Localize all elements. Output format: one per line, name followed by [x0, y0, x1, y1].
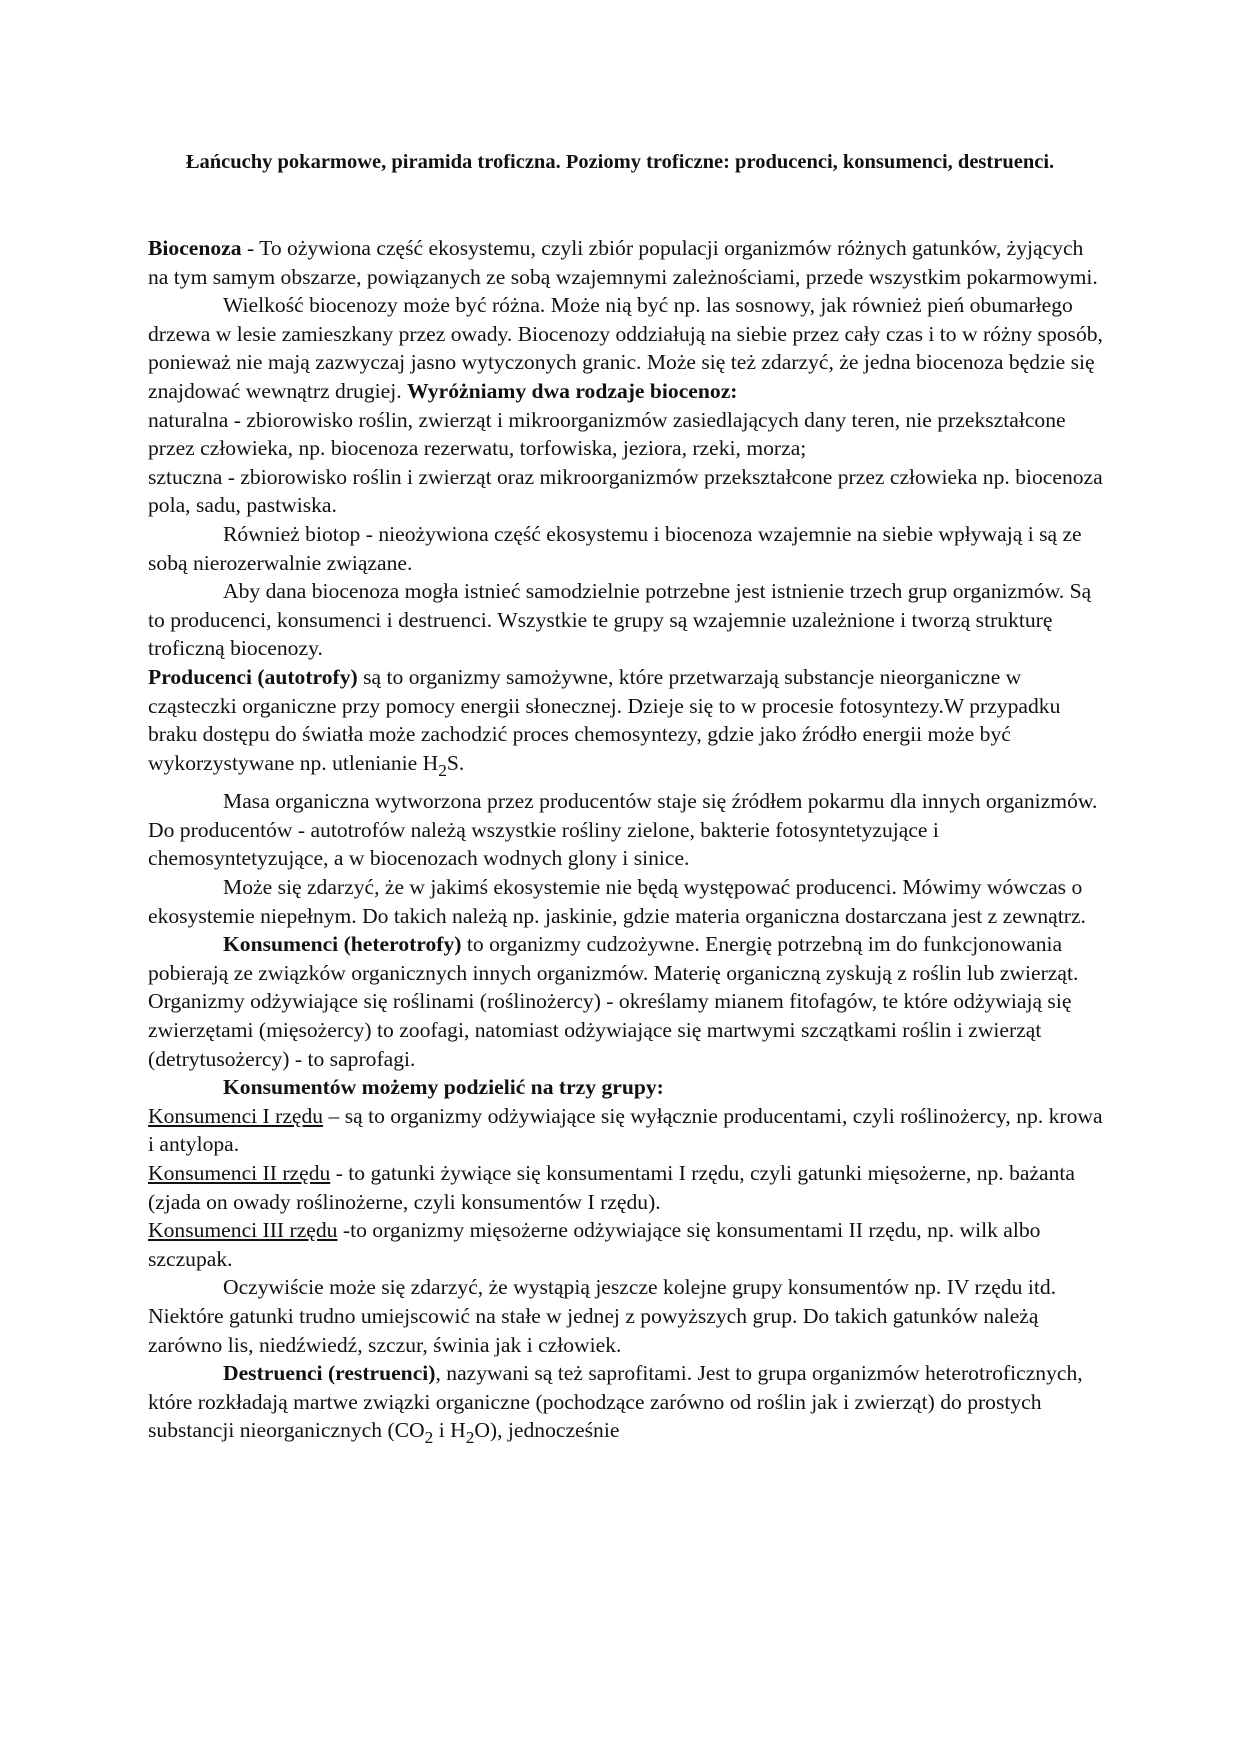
- text-producenci: są to organizmy samożywne, które przetwarzają substancje nieorganiczne w cząsteczki organiczne przy pomocy energii słonecznej. Dzieje się to w procesie fotosyntezy.W przypadku braku dostępu do światła może zachodzić proces chemosyntezy, gdzie jako źródło energii może być wykorzystywane np. utlenianie H: [148, 664, 1061, 775]
- term-konsumenci-1: Konsumenci I rzędu: [148, 1103, 324, 1128]
- term-biocenoza: Biocenoza: [148, 236, 242, 260]
- text-konsumenci: to organizmy cudzożywne. Energię potrzebną im do funkcjonowania pobierają ze związków organicznych innych organizmów. Materię organiczną zyskują z roślin lub zwierząt.: [148, 932, 1079, 985]
- paragraph-biotop: Również biotop - nieożywiona część ekosystemu i biocenoza wzajemnie na siebie wpływają i są ze sobą nierozerwalnie związane.: [148, 521, 1082, 575]
- paragraph-wielkosc: [148, 291, 1108, 405]
- term-konsumenci-3: Konsumenci III rzędu: [148, 1218, 338, 1243]
- subscript-h2s: 2: [438, 760, 447, 780]
- term-konsumenci-2: Konsumenci II rzędu: [148, 1161, 331, 1185]
- paragraph-niepelny: Może się zdarzyć, że w jakimś ekosystemie nie będą występować producenci. Mówimy wówczas o ekosystemie niepełnym. Do takich należą np. jaskinie, gdzie materia organiczna dostarczana jest z zewnątrz.: [148, 875, 1086, 928]
- term-destruenci: Destruenci (restruenci): [223, 1361, 436, 1386]
- text-destruenci-mid: i H: [433, 1418, 466, 1443]
- paragraph-biocenoza: [148, 234, 1108, 291]
- term-konsumenci: Konsumenci (heterotrofy): [223, 932, 462, 957]
- paragraph-fitofagi: Organizmy odżywiające się roślinami (roślinożercy) - określamy mianem fitofagów, te które odżywiają się zwierzętami (mięsożercy) to zoofagi, natomiast odżywiające się martwymi szczątkami roślin i zwierząt (detrytusożercy) - to saprofagi.: [148, 989, 1072, 1071]
- paragraph-konsumenci: [148, 930, 1108, 987]
- text-destruenci-end: O), jednocześnie: [474, 1418, 620, 1443]
- text-producenci-end: S.: [446, 750, 465, 775]
- paragraph-podzial: [148, 1073, 1108, 1102]
- text-konsumenci-2: - to gatunki żywiące się konsumentami I rzędu, czyli gatunki mięsożerne, np. bażanta (zjada on owady roślinożerne, czyli konsumentów I rzędu).: [148, 1161, 1076, 1214]
- text-destruenci: , nazywani są też saprofitami. Jest to grupa organizmów heterotroficznych, które rozkładają martwe związki organiczne (pochodzące zarówno od roślin jak i zwierząt) do prostych substancji nieorganicznych (CO: [148, 1361, 1083, 1443]
- paragraph-konsumenci-1: [148, 1102, 1108, 1159]
- term-producenci: Producenci (autotrofy): [148, 664, 358, 689]
- text-konsumenci-3: -to organizmy mięsożerne odżywiające się konsumentami II rzędu, np. wilk albo szczupak.: [148, 1218, 1041, 1271]
- paragraph-masa: Masa organiczna wytworzona przez producentów staje się źródłem pokarmu dla innych organizmów. Do producentów - autotrofów należą wszystkie rośliny zielone, bakterie fotosyntetyzujące i chemosyntetyzujące, a w biocenozach wodnych glony i sinice.: [148, 789, 1098, 871]
- paragraph-destruenci: [148, 1359, 1108, 1448]
- paragraph-naturalna: naturalna - zbiorowisko roślin, zwierząt i mikroorganizmów zasiedlających dany teren, nie przekształcone przez człowieka, np. biocenoza rezerwatu, torfowiska, jeziora, rzeki, morza;: [148, 407, 1066, 461]
- heading-podzial: Konsumentów możemy podzielić na trzy grupy:: [223, 1075, 664, 1100]
- paragraph-sztuczna: sztuczna - zbiorowisko roślin i zwierząt oraz mikroorganizmów przekształcone przez człowieka np. biocenoza pola, sadu, pastwiska.: [148, 464, 1103, 518]
- document-body: [148, 234, 1108, 1448]
- paragraph-konsumenci-2: [148, 1159, 1108, 1216]
- paragraph-producenci: [148, 663, 1108, 780]
- subscript-co2: 2: [424, 1428, 434, 1448]
- bold-wyrozniamy: Wyróżniamy dwa rodzaje biocenoz:: [407, 378, 738, 403]
- paragraph-grupy: Aby dana biocenoza mogła istnieć samodzielnie potrzebne jest istnienie trzech grup organizmów. Są to producenci, konsumenci i destruenci. Wszystkie te grupy są wzajemnie uzależnione i tworzą strukturę troficzną biocenozy.: [148, 579, 1092, 661]
- paragraph-kolejne-grupy: Oczywiście może się zdarzyć, że wystąpią jeszcze kolejne grupy konsumentów np. IV rzędu itd. Niektóre gatunki trudno umiejscowić na stałe w jednej z powyższych grup. Do takich gatunków należą zarówno lis, niedźwiedź, szczur, świnia jak i człowiek.: [148, 1275, 1057, 1357]
- text-konsumenci-1: – są to organizmy odżywiające się wyłącznie producentami, czyli roślinożercy, np. krowa i antylopa.: [148, 1103, 1103, 1157]
- page-title: Łańcuchy pokarmowe, piramida troficzna. Poziomy troficzne: producenci, konsumenci, destruenci.: [185, 151, 1055, 173]
- subscript-h2o: 2: [465, 1428, 475, 1448]
- text-wielkosc: Wielkość biocenozy może być różna. Może nią być np. las sosnowy, jak również pień obumarłego drzewa w lesie zamieszkany przez owady. Biocenozy oddziałują na siebie przez cały czas i to w różny sposób, ponieważ nie mają zazwyczaj jasno wytyczonych granic. Może się też zdarzyć, że jedna biocenoza będzie się znajdować wewnątrz drugiej.: [148, 293, 1103, 403]
- paragraph-konsumenci-3: [148, 1216, 1108, 1273]
- text-biocenoza: - To ożywiona część ekosystemu, czyli zbiór populacji organizmów różnych gatunków, żyjących na tym samym obszarze, powiązanych ze sobą wzajemnymi zależnościami, przede wszystkim pokarmowymi.: [148, 236, 1098, 289]
